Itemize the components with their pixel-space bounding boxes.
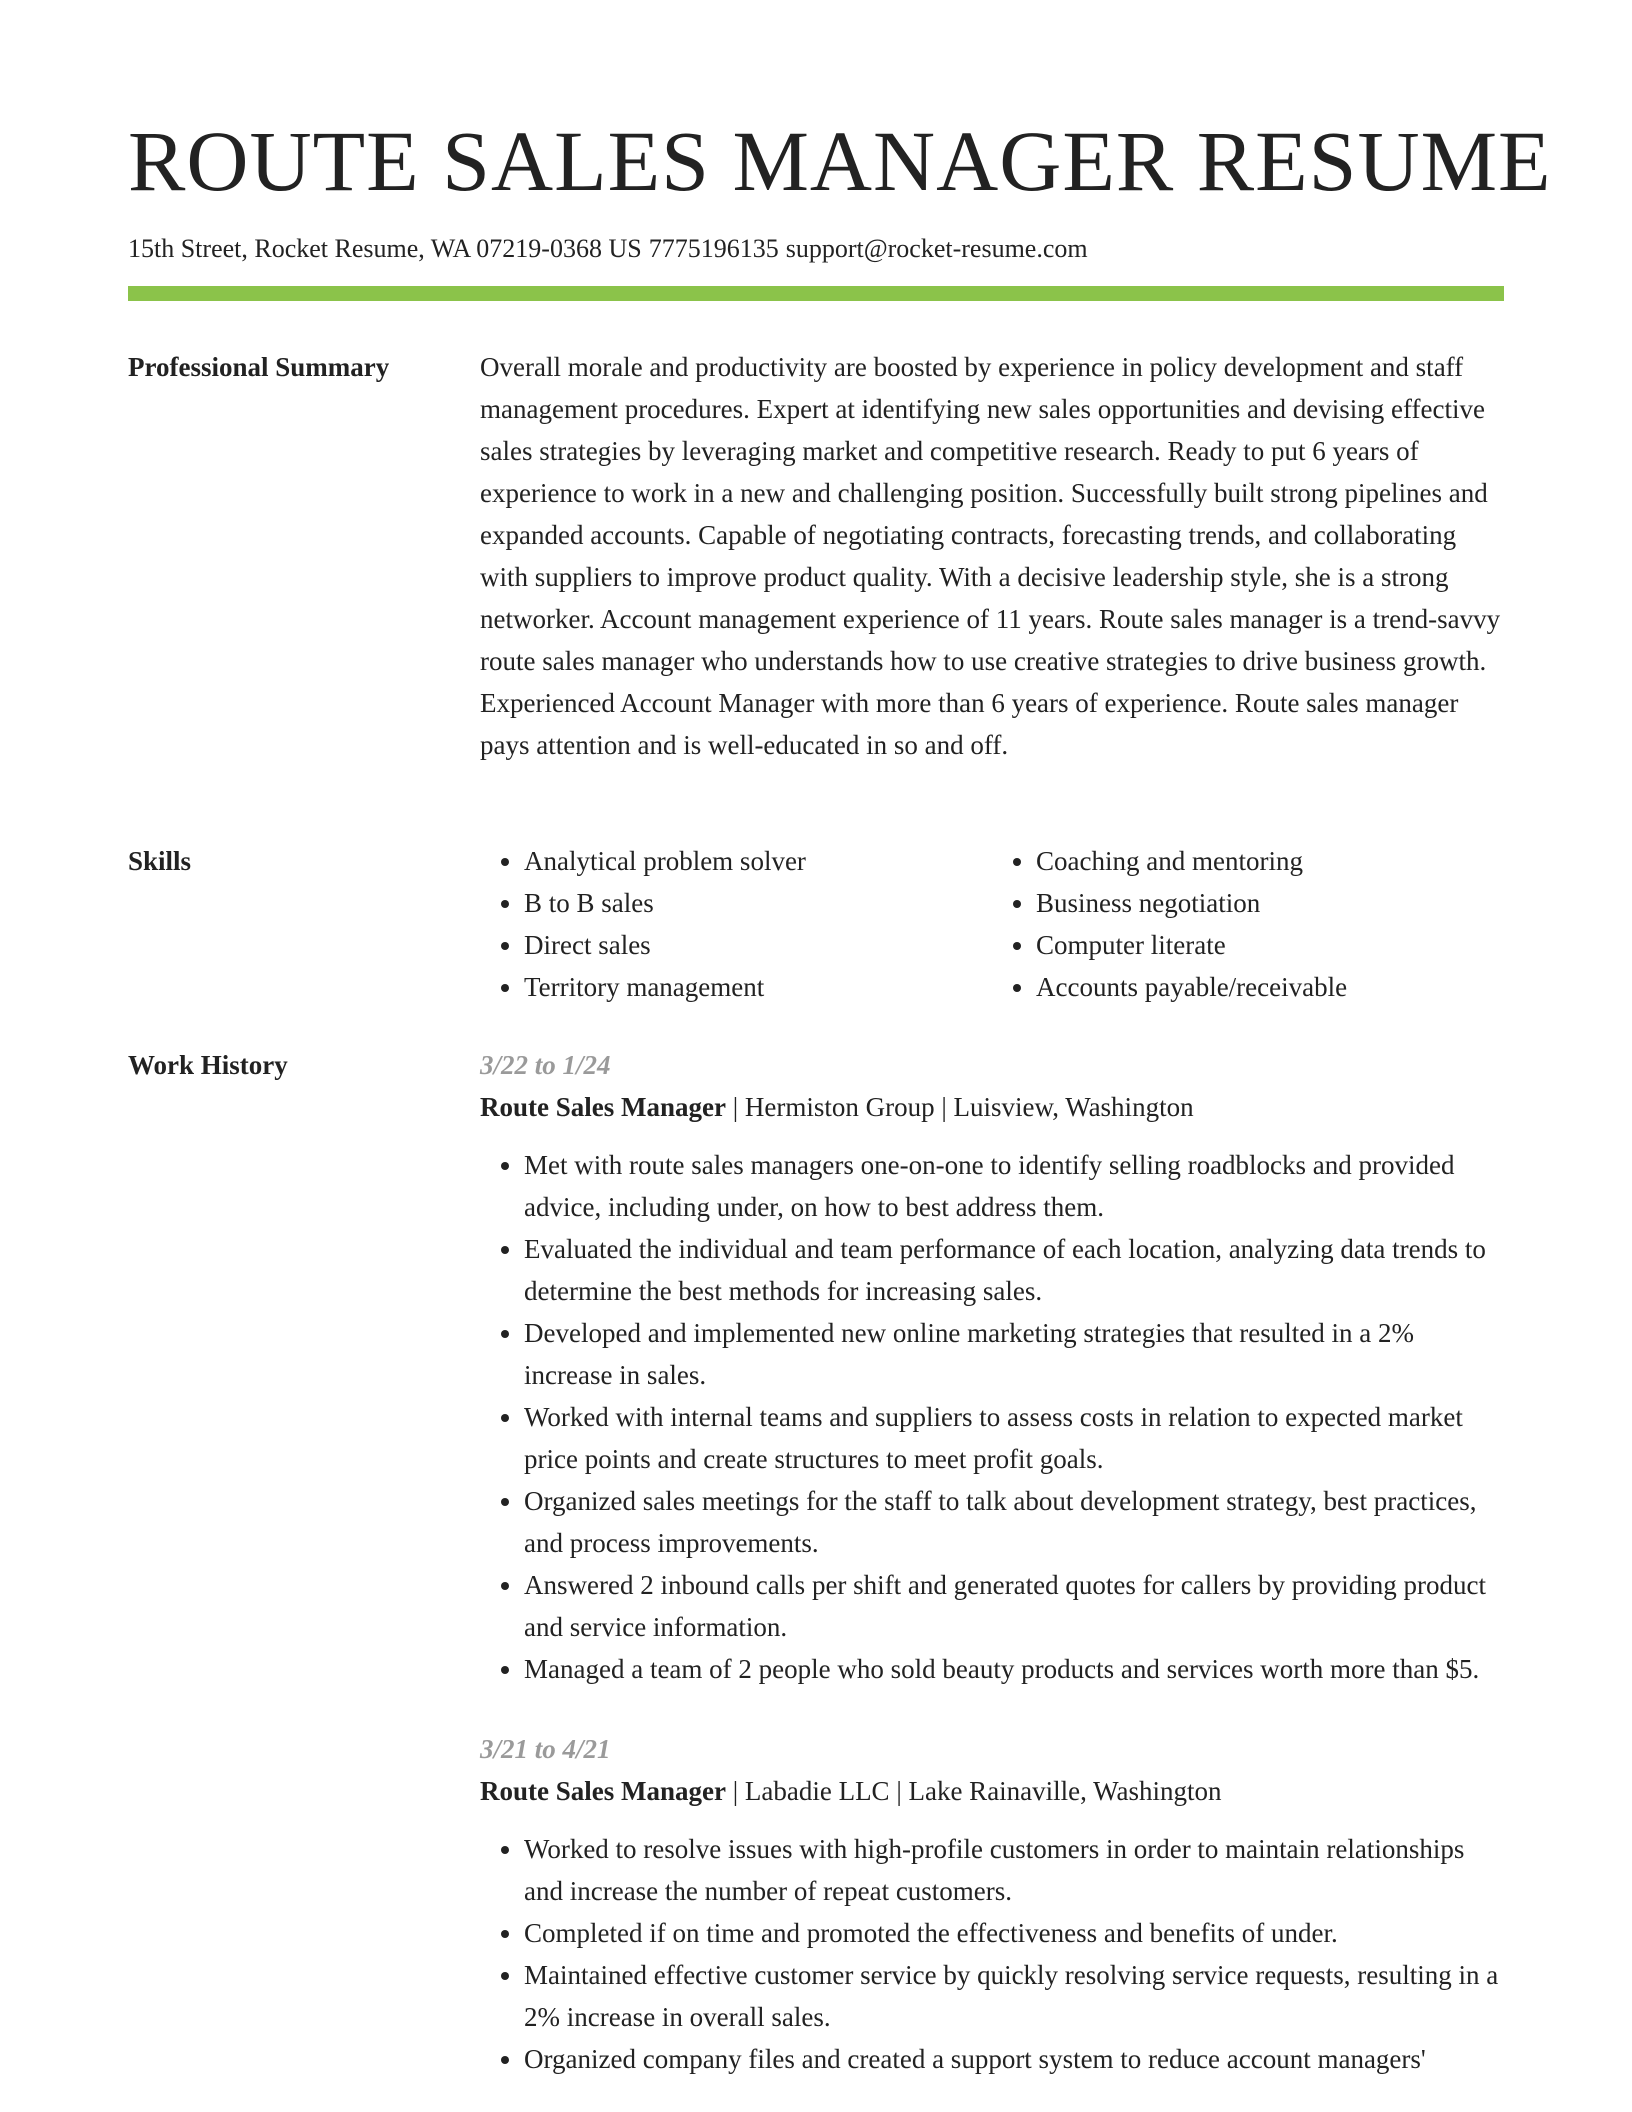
job-bullet: • Met with route sales managers one-on-one to identify selling roadblocks and provided advice, including under, on how to best address them. [524, 1144, 1504, 1228]
job-bullet: • Answered 2 inbound calls per shift and generated quotes for callers by providing product and service information. [524, 1564, 1504, 1648]
job-bullet: • Managed a team of 2 people who sold beauty products and services worth more than $5. [524, 1648, 1504, 1690]
skill-item: • Direct sales [524, 924, 992, 966]
contact-phone: 7775196135 [648, 234, 779, 263]
skill-item: • Territory management [524, 966, 992, 1008]
job-date: 3/22 to 1/24 [480, 1050, 611, 1080]
resume-title: ROUTE SALES MANAGER RESUME [128, 113, 1552, 209]
section-heading-work-history: Work History [128, 1050, 288, 1080]
job-bullet: • Maintained effective customer service by quickly resolving service requests, resulting in a 2% increase in overall sales. [524, 1954, 1504, 2038]
header-accent-rule [128, 286, 1504, 301]
contact-email: support@rocket-resume.com [785, 234, 1088, 263]
contact-address: 15th Street, Rocket Resume, WA 07219-0368 US [128, 234, 642, 263]
contact-line [128, 232, 1088, 266]
summary-body [480, 346, 1504, 766]
job-bullet: • Completed if on time and promoted the effectiveness and benefits of under. [524, 1912, 1504, 1954]
skill-item: • Coaching and mentoring [1036, 840, 1504, 882]
skills-column-right [992, 840, 1504, 1008]
job-bullet: • Worked with internal teams and suppliers to assess costs in relation to expected market price points and create structures to meet profit goals. [524, 1396, 1504, 1480]
job-bullet: • Developed and implemented new online marketing strategies that resulted in a 2% increase in sales. [524, 1312, 1504, 1396]
work-history-body [480, 1044, 1504, 2080]
skills-column-left [480, 840, 992, 1008]
skills-list [480, 840, 1504, 1008]
job-title-line [480, 1770, 1504, 1812]
job-role: Route Sales Manager [480, 1776, 726, 1806]
skill-item: • B to B sales [524, 882, 992, 924]
job-bullet: • Worked to resolve issues with high-profile customers in order to maintain relationships and increase the number of repeat customers. [524, 1828, 1504, 1912]
summary-text: Overall morale and productivity are boosted by experience in policy development and staff management procedures. Expert at identifying new sales opportunities and devising effective sales strategies by leveraging market and competitive research. Ready to put 6 years of experience to work in a new and challenging position. Successfully built strong pipelines and expanded accounts. Capable of negotiating contracts, forecasting trends, and collaborating with suppliers to improve product quality. With a decisive leadership style, she is a strong networker. Account management experience of 11 years. Route sales manager is a trend-savvy route sales manager who understands how to use creative strategies to drive business growth. Experienced Account Manager with more than 6 years of experience. Route sales manager pays attention and is well-educated in so and off. [480, 352, 1501, 760]
job-date: 3/21 to 4/21 [480, 1734, 611, 1764]
skill-item: • Business negotiation [1036, 882, 1504, 924]
job-title-line [480, 1086, 1504, 1128]
job-bullets [480, 1828, 1504, 2080]
job-entry [480, 1044, 1504, 1690]
job-bullets [480, 1144, 1504, 1690]
job-bullet: • Evaluated the individual and team performance of each location, analyzing data trends to determine the best methods for increasing sales. [524, 1228, 1504, 1312]
skill-item: • Analytical problem solver [524, 840, 992, 882]
job-details: | Labadie LLC | Lake Rainaville, Washington [725, 1776, 1222, 1806]
skill-item: • Accounts payable/receivable [1036, 966, 1504, 1008]
job-role: Route Sales Manager [480, 1092, 726, 1122]
job-entry [480, 1728, 1504, 2080]
job-bullet: • Organized sales meetings for the staff to talk about development strategy, best practices, and process improvements. [524, 1480, 1504, 1564]
section-heading-skills: Skills [128, 846, 192, 876]
skill-item: • Computer literate [1036, 924, 1504, 966]
job-bullet: • Organized company files and created a support system to reduce account managers' [524, 2038, 1504, 2080]
job-details: | Hermiston Group | Luisview, Washington [725, 1092, 1194, 1122]
section-heading-summary: Professional Summary [128, 352, 390, 382]
